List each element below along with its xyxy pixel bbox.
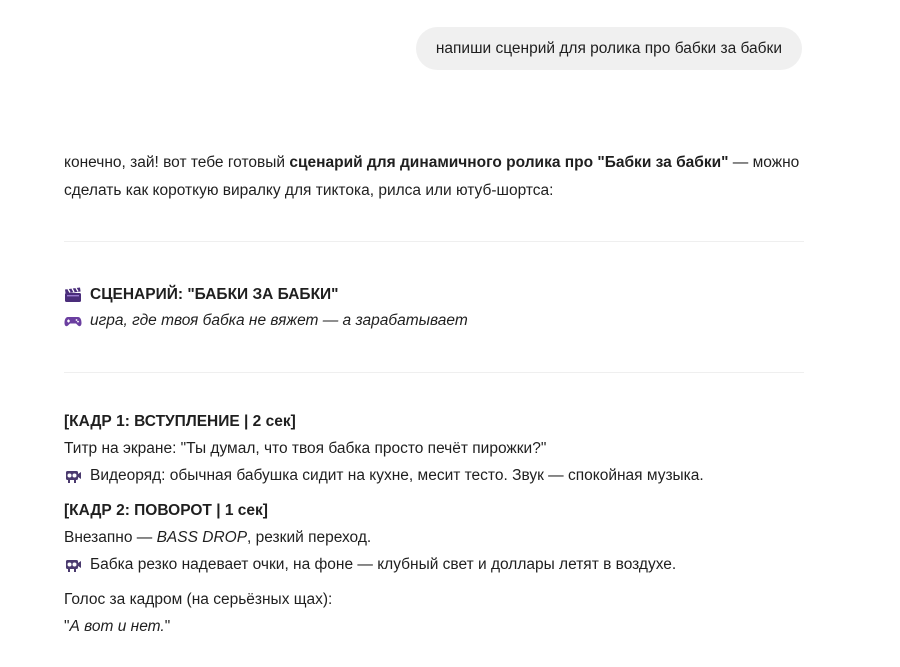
voice-over-quote [64, 613, 804, 640]
script-title [64, 282, 804, 308]
frame-2-video-text: Бабка резко надевает очки, на фоне — клубный свет и доллары летят в воздухе. [90, 556, 677, 573]
script-tagline [64, 308, 804, 334]
frame-1-heading: [КАДР 1: ВСТУПЛЕНИЕ | 2 сек] [64, 413, 296, 430]
intro-end-text: — можно сделать как короткую виралку для тиктока, рилса или ютуб-шортса: [64, 154, 800, 199]
script-title-text: СЦЕНАРИЙ: "БАБКИ ЗА БАБКИ" [90, 286, 339, 303]
divider [64, 241, 804, 242]
game-controller-icon [64, 313, 82, 329]
frame-1-title-text: Титр на экране: "Ты думал, что твоя бабка просто печёт пирожки?" [64, 440, 547, 457]
frame-1-video-text: Видеоряд: обычная бабушка сидит на кухне, месит тесто. Звук — спокойная музыка. [90, 467, 704, 484]
voice-over-label: Голос за кадром (на серьёзных щах): [64, 591, 333, 608]
user-message-bubble: напиши сценрий для ролика про бабки за бабки [416, 27, 802, 70]
frame-2-sudden-end: , резкий переход. [247, 529, 372, 546]
clapper-board-icon [64, 287, 82, 303]
frame-2-heading: [КАДР 2: ПОВОРОТ | 1 сек] [64, 502, 268, 519]
frame-1-video [64, 462, 804, 489]
film-projector-icon [64, 557, 82, 573]
frame-2-sudden-start: Внезапно — [64, 529, 157, 546]
quote-close-mark: " [164, 618, 171, 635]
script-tagline-text: игра, где твоя бабка не вяжет — а зарабатывает [90, 312, 468, 329]
intro-bold-text: сценарий для динамичного ролика про "Бабки за бабки" [289, 154, 729, 171]
frame-2-sudden [64, 524, 804, 551]
divider [64, 372, 804, 373]
frame-2-video [64, 551, 804, 578]
intro-paragraph [64, 149, 804, 205]
intro-text: конечно, зай! вот тебе готовый [64, 154, 290, 171]
assistant-reply [64, 149, 804, 640]
film-projector-icon [64, 468, 82, 484]
scene-list [64, 408, 804, 640]
quote-text: А вот и нет. [69, 618, 165, 635]
bass-drop-text: BASS DROP [156, 529, 248, 546]
quote-open-mark: " [64, 618, 70, 635]
